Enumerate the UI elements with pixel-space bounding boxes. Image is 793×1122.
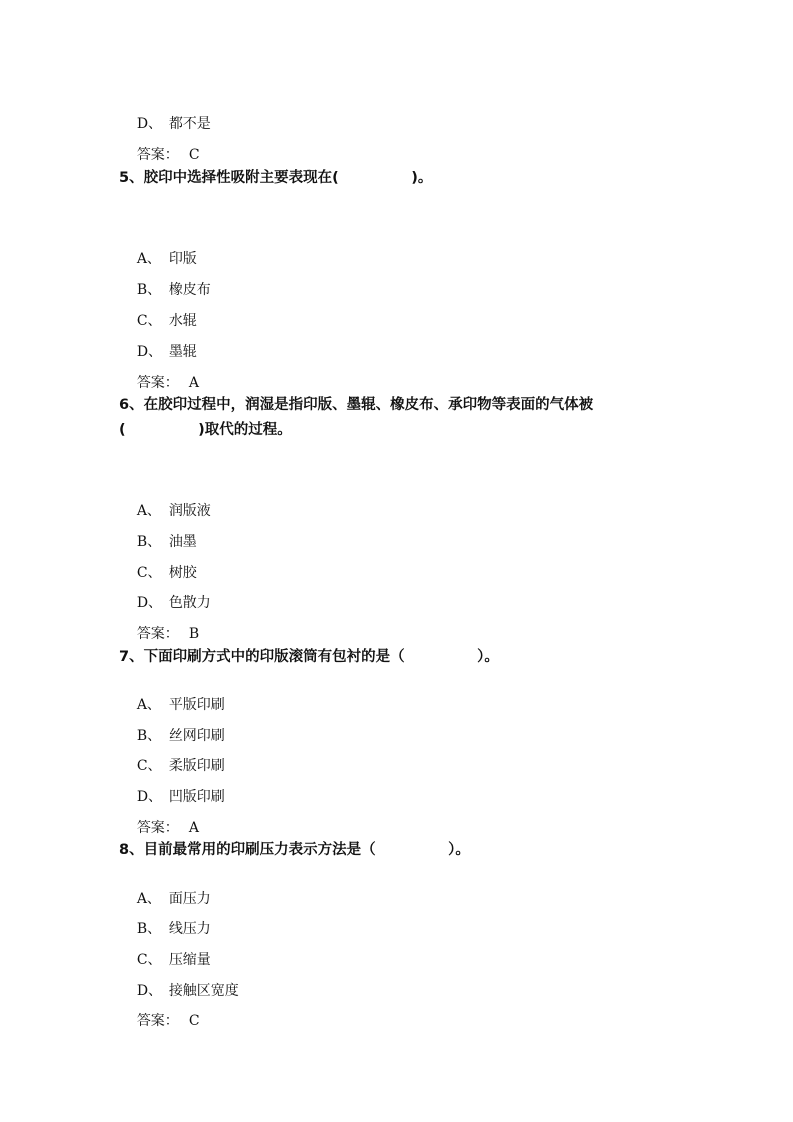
answer-label: 答案：: [136, 626, 179, 642]
answer-label: 答案：: [136, 820, 179, 836]
option-text: 润版液: [168, 503, 211, 519]
option-text: 橡皮布: [168, 282, 211, 298]
option-letter: A、: [136, 251, 161, 267]
option-letter: C、: [136, 758, 162, 774]
answer-label: 答案：: [136, 147, 179, 163]
option-text: 接触区宽度: [168, 983, 239, 999]
answer-value: C: [188, 147, 200, 163]
option-text: 水辊: [168, 313, 197, 329]
question-7-title: 7、下面印刷方式中的印版滚筒有包衬的是（ ）。: [119, 649, 499, 665]
question-6-title-line-2: ( )取代的过程。: [119, 422, 292, 438]
option-text: 树胶: [168, 565, 197, 581]
option-letter: B、: [136, 921, 162, 937]
answer-label: 答案：: [136, 1013, 179, 1029]
option-letter: C、: [136, 313, 162, 329]
option-letter: D、: [136, 116, 163, 132]
option-letter: A、: [136, 503, 161, 519]
option-text: 平版印刷: [168, 697, 225, 713]
option-text: 墨辊: [168, 344, 197, 360]
option-letter: A、: [136, 697, 161, 713]
option-letter: B、: [136, 282, 162, 298]
option-text: 线压力: [168, 921, 211, 937]
answer-value: A: [188, 820, 199, 836]
question-8-title: 8、目前最常用的印刷压力表示方法是（ ）。: [119, 842, 470, 858]
option-text: 丝网印刷: [168, 728, 225, 744]
question-6-title-line-1: 6、在胶印过程中，润湿是指印版、墨辊、橡皮布、承印物等表面的气体被: [119, 397, 594, 413]
option-letter: A、: [136, 891, 161, 907]
option-text: 都不是: [168, 116, 211, 132]
answer-value: C: [188, 1013, 200, 1029]
option-text: 凹版印刷: [168, 789, 225, 805]
option-letter: C、: [136, 952, 162, 968]
option-letter: C、: [136, 565, 162, 581]
option-text: 油墨: [168, 534, 197, 550]
option-text: 柔版印刷: [168, 758, 225, 774]
answer-line: [119, 994, 200, 1048]
answer-label: 答案：: [136, 375, 179, 391]
answer-value: A: [188, 375, 199, 391]
option-text: 色散力: [168, 595, 211, 611]
option-text: 压缩量: [168, 952, 211, 968]
option-letter: D、: [136, 344, 163, 360]
answer-value: B: [188, 626, 200, 642]
option-letter: D、: [136, 789, 163, 805]
option-letter: D、: [136, 595, 163, 611]
option-letter: D、: [136, 983, 163, 999]
option-letter: B、: [136, 728, 162, 744]
option-text: 印版: [168, 251, 197, 267]
option-text: 面压力: [168, 891, 211, 907]
question-5-title: 5、胶印中选择性吸附主要表现在( )。: [119, 170, 433, 186]
option-letter: B、: [136, 534, 162, 550]
